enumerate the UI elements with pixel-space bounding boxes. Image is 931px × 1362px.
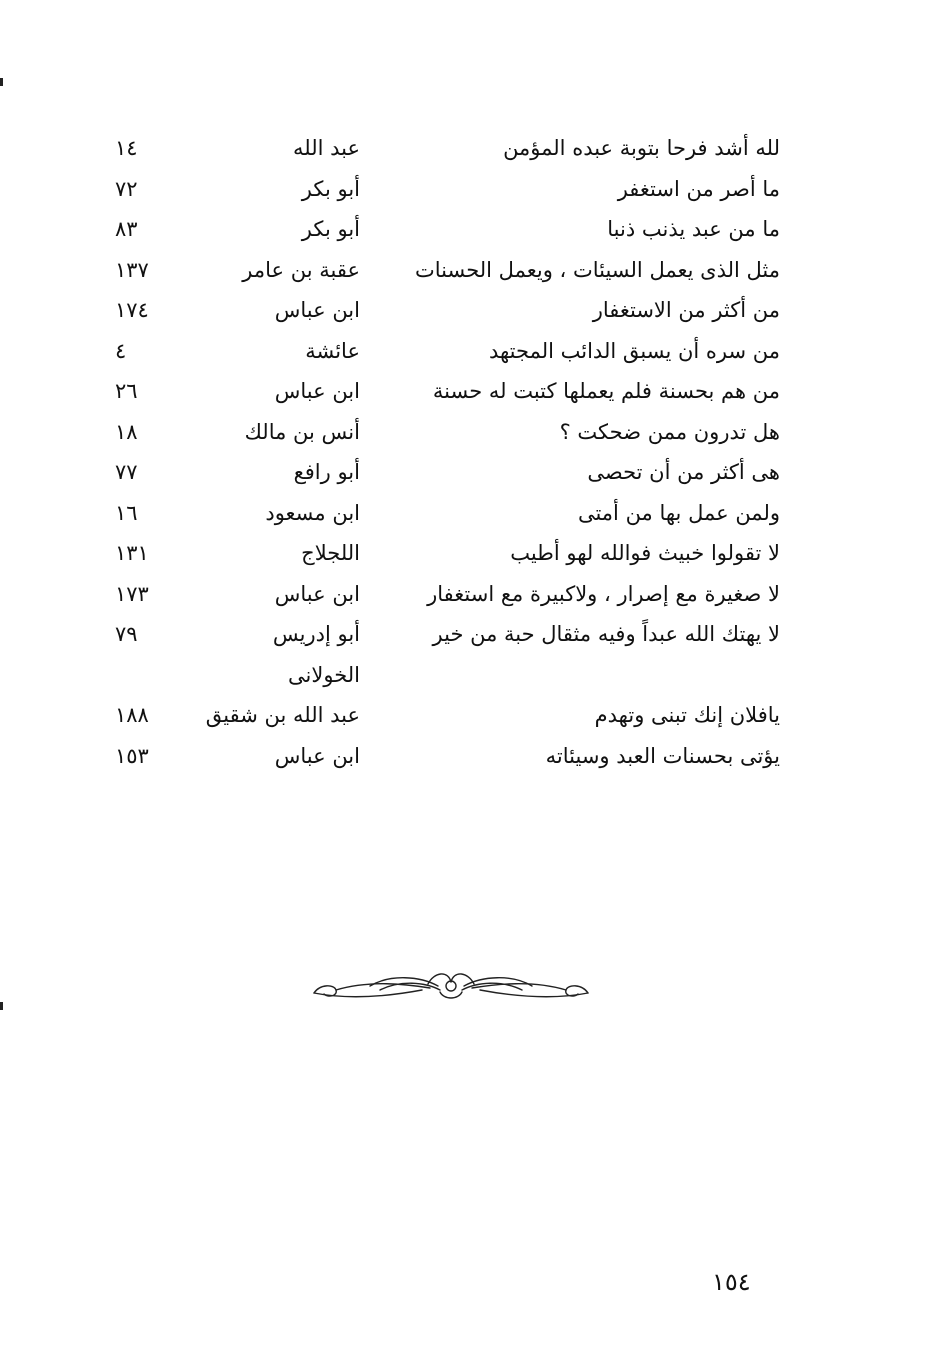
scan-edge-mark — [0, 1002, 3, 1010]
index-row — [115, 290, 780, 331]
hadith-text: مثل الذى يعمل السيئات ، ويعمل الحسنات — [414, 257, 780, 282]
decorative-scroll-divider-icon — [310, 966, 592, 1006]
narrator-name: أبو بكر — [301, 176, 360, 201]
index-row — [115, 412, 780, 453]
narrator-name: أبو إدريس — [272, 622, 360, 646]
page-reference: ٤ — [115, 338, 127, 363]
index-row — [115, 169, 780, 210]
page-reference: ٧٢ — [115, 176, 138, 201]
hadith-index-table — [115, 128, 780, 776]
narrator-name-continuation: الخولانى — [288, 662, 360, 687]
hadith-text: ما أصر من استغفر — [617, 176, 780, 201]
page-reference: ١٥٣ — [115, 743, 149, 768]
hadith-text: هل تدرون ممن ضحكت ؟ — [559, 419, 780, 444]
hadith-text: لا تقولوا خبيث فوالله لهو أطيب — [510, 541, 780, 565]
hadith-text: هى أكثر من أن تحصى — [587, 460, 780, 484]
hadith-text: من أكثر من الاستغفار — [592, 298, 780, 322]
hadith-text: لا صغيرة مع إصرار ، ولاكبيرة مع استغفار — [427, 581, 780, 606]
index-row — [115, 614, 780, 695]
index-row — [115, 452, 780, 493]
index-row — [115, 128, 780, 169]
narrator-name: ابن عباس — [274, 298, 360, 322]
index-row — [115, 695, 780, 736]
index-row — [115, 331, 780, 372]
index-row — [115, 574, 780, 615]
narrator-name: أبو رافع — [293, 460, 360, 484]
page-reference: ١٣١ — [115, 541, 149, 565]
page-reference: ١٨ — [115, 419, 138, 444]
page-reference: ١٨٨ — [115, 703, 149, 727]
narrator-name: ابن مسعود — [265, 500, 360, 525]
page-number: ١٥٤ — [712, 1268, 751, 1296]
narrator-name: عبد الله بن شقيق — [205, 703, 360, 727]
narrator-name: أنس بن مالك — [244, 419, 360, 444]
hadith-text: لله أشد فرحا بتوبة عبده المؤمن — [503, 136, 780, 160]
hadith-text: يؤتى بحسنات العبد وسيئاته — [545, 743, 780, 768]
index-row — [115, 533, 780, 574]
page-reference: ٧٧ — [115, 460, 138, 484]
narrator-name: عبد الله — [292, 136, 360, 160]
hadith-text: لا يهتك الله عبداً وفيه مثقال حبة من خير — [432, 622, 780, 646]
page-reference: ١٤ — [115, 136, 138, 160]
narrator-name: أبو بكر — [301, 217, 360, 241]
narrator-name: عائشة — [305, 338, 360, 363]
page-reference: ٧٩ — [115, 622, 138, 646]
page-reference: ١٧٣ — [115, 581, 149, 606]
page-reference: ١٧٤ — [115, 298, 149, 322]
hadith-text: من هم بحسنة فلم يعملها كتبت له حسنة — [432, 379, 780, 403]
narrator-name: عقبة بن عامر — [242, 257, 360, 282]
hadith-text: يافلان إنك تبنى وتهدم — [594, 703, 780, 727]
index-row — [115, 209, 780, 250]
page-reference: ١٦ — [115, 500, 138, 525]
index-row — [115, 493, 780, 534]
narrator-name: ابن عباس — [274, 581, 360, 606]
index-row — [115, 736, 780, 777]
scan-edge-mark — [0, 78, 3, 86]
hadith-text: ولمن عمل بها من أمتى — [577, 500, 780, 525]
page-reference: ١٣٧ — [115, 257, 149, 282]
index-row — [115, 371, 780, 412]
narrator-name: اللجلاج — [301, 541, 360, 565]
index-row — [115, 250, 780, 291]
hadith-text: من سره أن يسبق الدائب المجتهد — [488, 338, 780, 363]
hadith-text: ما من عبد يذنب ذنبا — [607, 217, 780, 241]
narrator-name: ابن عباس — [274, 743, 360, 768]
page-reference: ٨٣ — [115, 217, 138, 241]
page-reference: ٢٦ — [115, 379, 138, 403]
narrator-name: ابن عباس — [274, 379, 360, 403]
